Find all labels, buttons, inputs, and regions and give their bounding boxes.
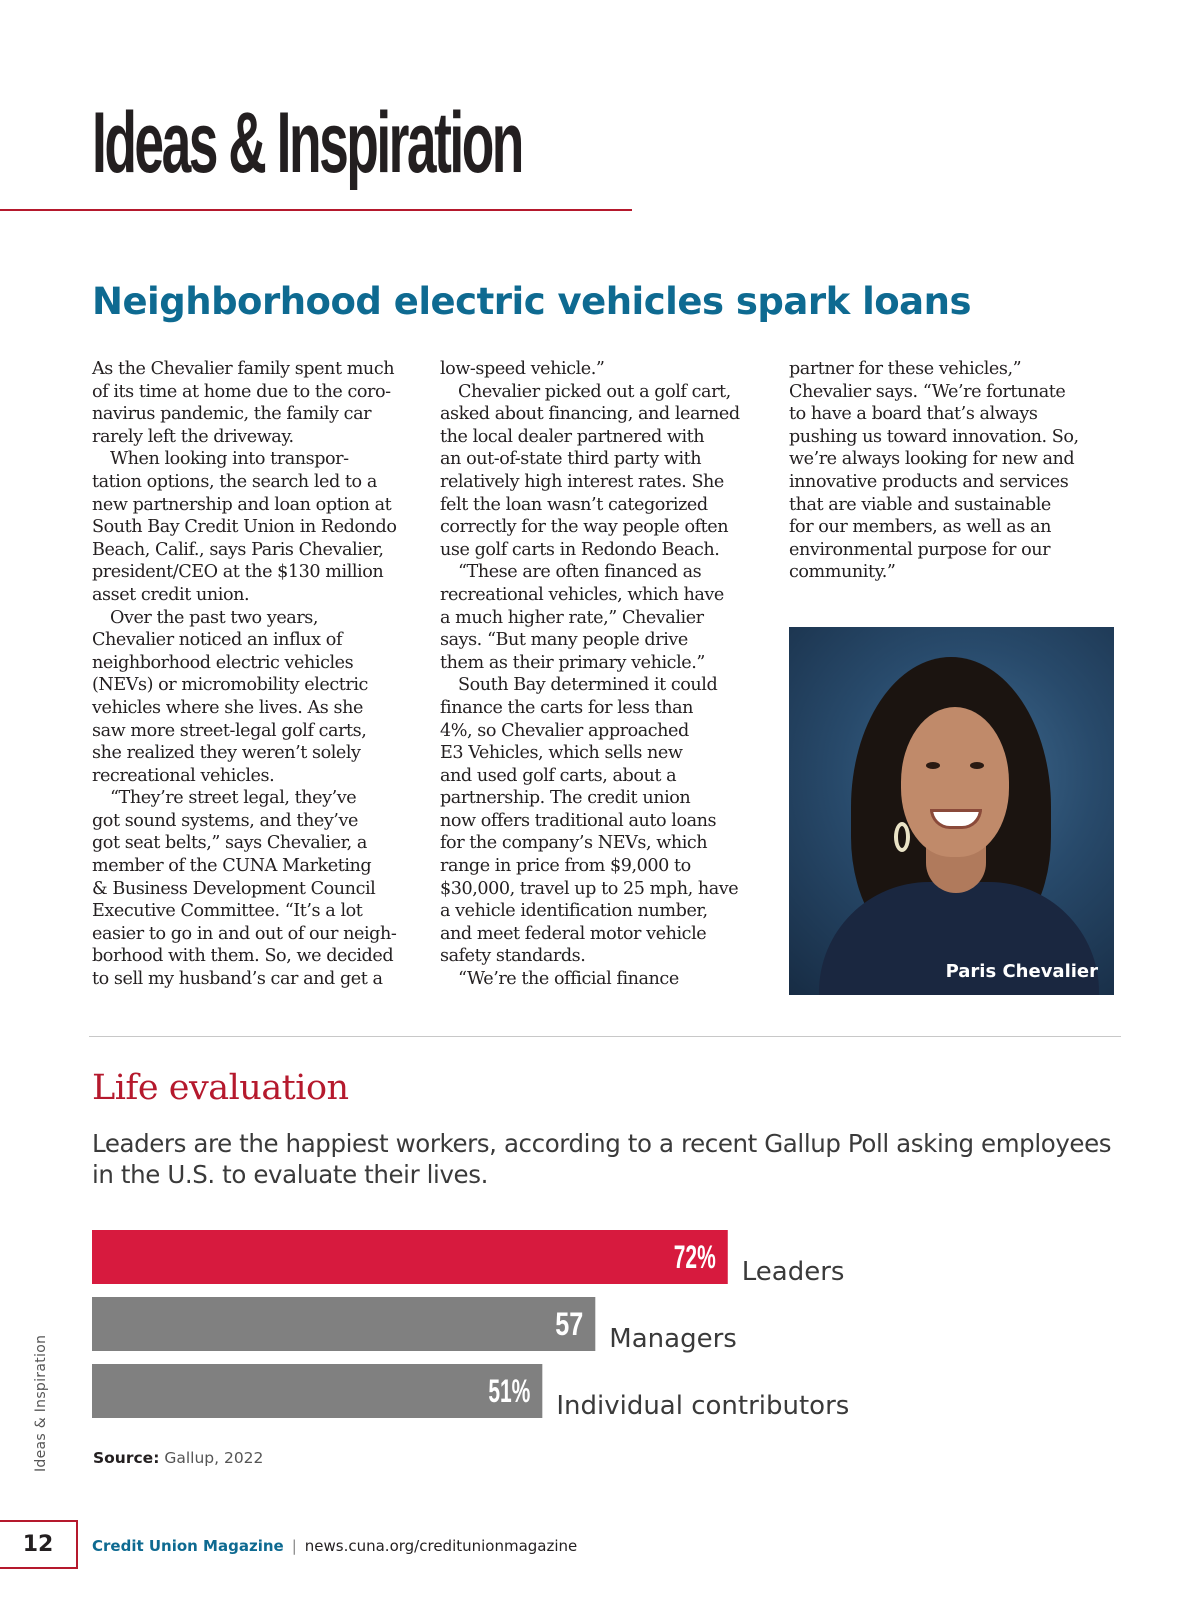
article-headline: Neighborhood electric vehicles spark loans: [92, 280, 971, 323]
source-text: Gallup, 2022: [159, 1449, 264, 1467]
paragraph: South Bay determined it could finance the carts for less than 4%, so Chevalier approached E3 Vehicles, which sells new and used golf carts, about a partnership. The credit union now offers traditional auto loans for the company’s NEVs, which range in price from $9,000 to $30,000, travel up to 25 mph, have a vehicle identification number, and meet federal motor vehicle safety standards.: [440, 675, 739, 967]
bar-chart: [0, 1230, 1200, 1430]
bar-category-label: Individual contributors: [556, 1391, 850, 1421]
section-title: Ideas & Inspiration: [92, 95, 522, 191]
side-section-label: Ideas & Inspiration: [33, 1334, 49, 1472]
bar-leaders: [92, 1230, 728, 1284]
article-column-2: [440, 358, 770, 991]
paragraph: partner for these vehicles,” Chevalier says. “We’re fortunate to have a board that’s always pushing us toward innovation. So, we’re always looking for new and innovative products and services that are viable and sustainable for our members, as well as an environmental purpose for our community.”: [789, 359, 1079, 583]
bar-category-label: Leaders: [741, 1257, 845, 1287]
chart-source: [93, 1449, 263, 1467]
paragraph: “These are often financed as recreational vehicles, which have a much higher rate,” Chevalier says. “But many people drive them as their primary vehicle.”: [440, 562, 724, 673]
page-number: 12: [0, 1520, 78, 1569]
chart-subtitle: Leaders are the happiest workers, according to a recent Gallup Poll asking employees in the U.S. to evaluate their lives.: [92, 1129, 1112, 1189]
paragraph: When looking into transpor- tation options, the search led to a new partnership and loan option at South Bay Credit Union in Redondo Beach, Calif., says Paris Chevalier, president/CEO at the $130 million asset credit union.: [92, 449, 397, 605]
paragraph: Chevalier picked out a golf cart, asked about financing, and learned the local dealer partnered with an out-of-state third party with relatively high interest rates. She felt the loan wasn’t categorized correctly for the way people often use golf carts in Redondo Beach.: [440, 381, 740, 560]
paragraph: “We’re the official finance: [458, 969, 679, 990]
bar-value-label: 72%: [673, 1239, 716, 1275]
bar-value-label: 57: [555, 1306, 584, 1342]
source-label: Source:: [93, 1449, 160, 1467]
bar-value-label: 51%: [488, 1373, 531, 1409]
footer: [92, 1537, 577, 1555]
photo-face: [901, 707, 1009, 857]
bar-managers: [92, 1297, 595, 1351]
bar-individual-contributors: [92, 1364, 542, 1418]
paragraph: Over the past two years, Chevalier noticed an influx of neighborhood electric vehicles (NEVs) or micromobility electric vehicles where she lives. As she saw more street-legal golf carts, she realized they weren’t solely recreational vehicles.: [92, 607, 368, 786]
footer-separator: |: [291, 1537, 297, 1555]
chart-title: Life evaluation: [92, 1068, 349, 1108]
photo-caption: Paris Chevalier: [945, 961, 1098, 982]
section-divider: [89, 1036, 1121, 1037]
article-column-1: [92, 358, 422, 991]
article-column-3: [789, 358, 1114, 584]
portrait-photo: [789, 627, 1114, 995]
paragraph: As the Chevalier family spent much of its time at home due to the coro- navirus pandemic, the family car rarely left the driveway.: [92, 359, 395, 447]
paragraph: low-speed vehicle.”: [440, 359, 605, 379]
photo-eye: [926, 762, 940, 769]
bar-category-label: Managers: [609, 1324, 737, 1354]
magazine-url: news.cuna.org/creditunionmagazine: [304, 1537, 578, 1555]
magazine-name: Credit Union Magazine: [92, 1537, 284, 1555]
paragraph: “They’re street legal, they’ve got sound systems, and they’ve got seat belts,” says Chevalier, a member of the CUNA Marketing & Business Development Council Executive Committee. “It’s a lot easier to go in and out of our neigh- borhood with them. So, we decided to sell my husband’s car and get a: [92, 788, 397, 990]
photo-eye: [970, 762, 984, 769]
title-rule: [0, 209, 632, 211]
photo-earring: [894, 822, 910, 852]
